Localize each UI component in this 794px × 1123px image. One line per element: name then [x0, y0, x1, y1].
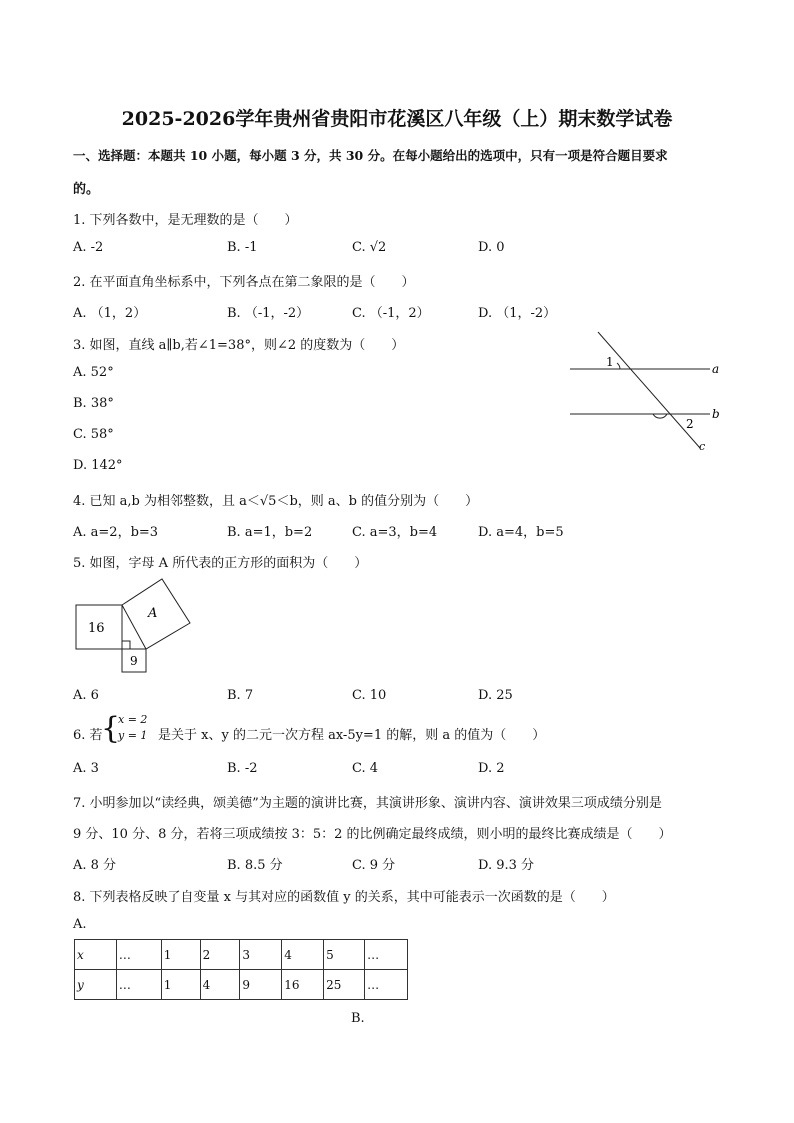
q7-option-a: A. 8 分: [73, 858, 117, 873]
table-cell: …: [365, 970, 408, 1000]
q1-stem: 1. 下列各数中，是无理数的是（ ）: [73, 213, 298, 228]
q2-stem: 2. 在平面直角坐标系中，下列各点在第二象限的是（ ）: [73, 275, 415, 290]
q5-stem: 5. 如图，字母 A 所代表的正方形的面积为（ ）: [73, 556, 368, 571]
q1-option-a: A. -2: [73, 240, 104, 255]
table-cell: 1: [161, 970, 200, 1000]
q4-option-b: B. a=1，b=2: [227, 525, 313, 540]
q7-option-c: C. 9 分: [352, 858, 396, 873]
q2-option-c: C. （-1，2）: [352, 306, 430, 321]
square-9-label: 9: [130, 654, 138, 668]
q6-option-b: B. -2: [227, 761, 258, 776]
q6-option-a: A. 3: [73, 761, 99, 776]
table-cell: 16: [282, 970, 324, 1000]
q3-stem: 3. 如图，直线 a∥b,若∠1=38°，则∠2 的度数为（ ）: [73, 338, 405, 353]
q7-option-d: D. 9.3 分: [478, 858, 535, 873]
table-row: [75, 940, 408, 970]
q1-option-c: C. √2: [352, 240, 387, 255]
q5-option-a: A. 6: [73, 688, 99, 703]
q5-option-d: D. 25: [478, 688, 513, 703]
table-cell: 9: [240, 970, 282, 1000]
angle-2-label: 2: [686, 417, 694, 431]
q3-option-d: D. 142°: [73, 458, 123, 473]
q6-option-d: D. 2: [478, 761, 505, 776]
page-title: 2025-2026学年贵州省贵阳市花溪区八年级（上）期末数学试卷: [121, 108, 673, 130]
q8-option-b-label: B.: [351, 1011, 365, 1026]
line-c-label: c: [699, 440, 706, 453]
table-cell: 4: [282, 940, 324, 970]
q3-option-b: B. 38°: [73, 396, 114, 411]
q4-stem: 4. 已知 a,b 为相邻整数，且 a＜√5＜b，则 a、b 的值分别为（ ）: [73, 494, 479, 509]
table-cell: x: [75, 940, 117, 970]
line-c: [598, 332, 700, 448]
right-angle-mark: [122, 641, 130, 649]
q5-option-b: B. 7: [227, 688, 254, 703]
q1-option-d: D. 0: [478, 240, 505, 255]
table-cell: 5: [324, 940, 365, 970]
q6-brace: {: [101, 711, 121, 746]
angle-1-label: 1: [606, 355, 614, 369]
angle-1-arc: [617, 363, 620, 369]
table-cell: 3: [240, 940, 282, 970]
table-cell: 1: [161, 940, 200, 970]
q7-stem-line1: 7. 小明参加以“读经典，颂美德”为主题的演讲比赛，其演讲形象、演讲内容、演讲效果三项成绩分别是: [73, 796, 662, 811]
q4-option-d: D. a=4，b=5: [478, 525, 564, 540]
q6-option-c: C. 4: [352, 761, 379, 776]
q8-table-a: [74, 939, 408, 1000]
q5-figure: [70, 575, 200, 675]
q3-option-a: A. 52°: [73, 365, 114, 380]
q7-option-b: B. 8.5 分: [227, 858, 283, 873]
table-cell: 4: [200, 970, 240, 1000]
table-cell: …: [116, 970, 161, 1000]
section-heading-cont: 的。: [73, 182, 100, 197]
angle-2-arc: [653, 414, 667, 418]
q5-option-c: C. 10: [352, 688, 387, 703]
line-b-label: b: [712, 407, 720, 421]
q8-option-a-label: A.: [73, 917, 87, 932]
q2-option-a: A. （1，2）: [73, 306, 147, 321]
q6-eq2: y = 1: [118, 729, 148, 742]
line-a-label: a: [712, 362, 720, 376]
table-cell: 25: [324, 970, 365, 1000]
q6-pre: 6. 若: [73, 728, 103, 743]
q8-stem: 8. 下列表格反映了自变量 x 与其对应的函数值 y 的关系，其中可能表示一次函数的是（ ）: [73, 890, 615, 905]
square-16-label: 16: [88, 621, 105, 636]
q4-option-c: C. a=3，b=4: [352, 525, 438, 540]
q6-post: 是关于 x、y 的二元一次方程 ax-5y=1 的解，则 a 的值为（ ）: [158, 728, 546, 743]
table-cell: …: [116, 940, 161, 970]
q7-stem-line2: 9 分、10 分、8 分，若将三项成绩按 3：5：2 的比例确定最终成绩，则小明的最终比赛成绩是（ ）: [73, 827, 672, 842]
section-heading: 一、选择题：本题共 10 小题，每小题 3 分，共 30 分。在每小题给出的选项中，只有一项是符合题目要求: [73, 148, 668, 163]
table-row: [75, 970, 408, 1000]
table-cell: 2: [200, 940, 240, 970]
q3-figure: [560, 328, 730, 458]
q2-option-d: D. （1，-2）: [478, 306, 557, 321]
table-cell: y: [75, 970, 117, 1000]
q6-eq1: x = 2: [118, 713, 148, 726]
q1-option-b: B. -1: [227, 240, 258, 255]
table-cell: …: [365, 940, 408, 970]
q2-option-b: B. （-1，-2）: [227, 306, 310, 321]
q3-option-c: C. 58°: [73, 427, 114, 442]
square-a-label: A: [148, 606, 158, 621]
q4-option-a: A. a=2，b=3: [73, 525, 159, 540]
